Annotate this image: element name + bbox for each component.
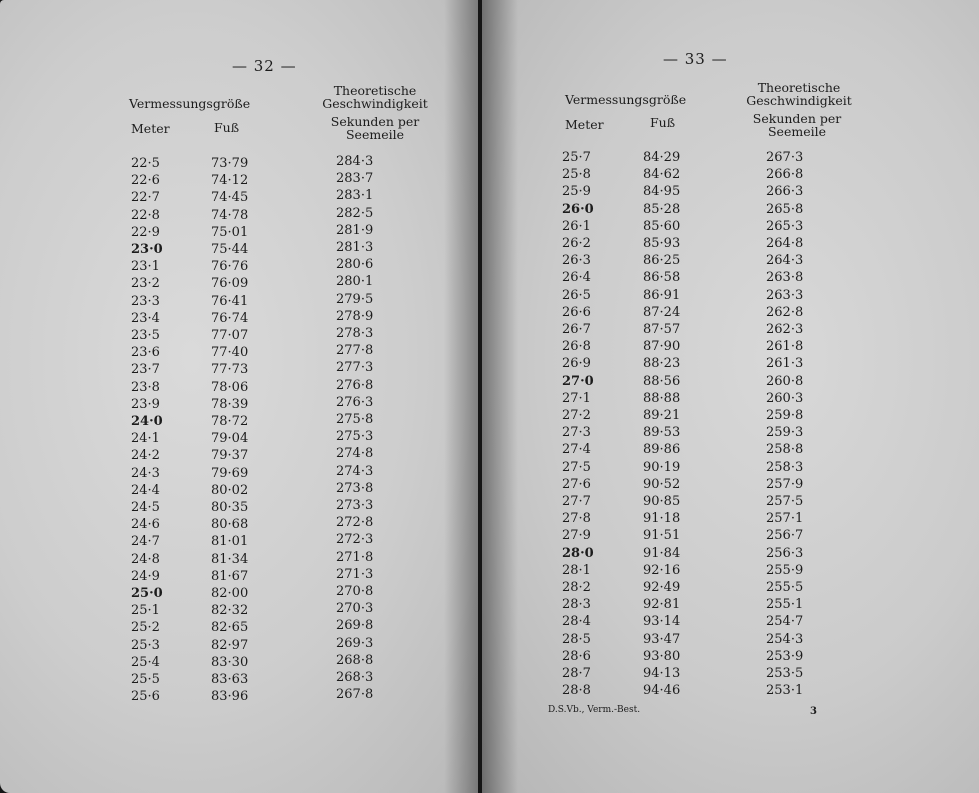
cell-meter: 25·2: [131, 620, 160, 636]
cell-meter: 23·6: [131, 345, 160, 361]
header-theoretical-speed: [310, 84, 440, 110]
cell-meter: 28·2: [562, 580, 591, 596]
header-text: Seemeile: [767, 124, 826, 139]
cell-seconds: 284·3: [336, 154, 374, 169]
footer-signature: 3: [810, 706, 817, 717]
cell-foot: 89·53: [643, 425, 681, 441]
cell-meter: 27·0: [562, 373, 594, 389]
cell-seconds: 268·3: [336, 670, 374, 686]
cell-seconds: 271·8: [336, 549, 374, 565]
cell-foot: 93·47: [643, 631, 681, 647]
cell-meter: 26·8: [562, 339, 591, 355]
cell-meter: 26·4: [562, 270, 591, 286]
cell-meter: 24·2: [131, 448, 160, 464]
cell-foot: 80·68: [211, 517, 249, 533]
cell-seconds: 264·3: [766, 253, 804, 269]
cell-foot: 94·13: [643, 666, 681, 682]
footer-source: D.S.Vb., Verm.-Best.: [548, 705, 641, 715]
cell-seconds: 265·8: [766, 201, 804, 217]
cell-seconds: 277·8: [336, 343, 374, 359]
cell-foot: 77·07: [211, 328, 249, 344]
cell-seconds: 267·3: [766, 150, 804, 165]
cell-foot: 90·19: [643, 459, 681, 475]
cell-meter: 27·5: [562, 459, 591, 475]
cell-seconds: 255·1: [766, 597, 804, 613]
cell-foot: 74·78: [211, 207, 249, 223]
cell-foot: 91·18: [643, 511, 681, 527]
column-foot: [211, 155, 248, 706]
cell-seconds: 266·8: [766, 167, 804, 183]
cell-foot: 79·69: [211, 465, 249, 481]
cell-seconds: 254·3: [766, 631, 804, 647]
cell-meter: 27·6: [562, 476, 591, 492]
cell-foot: 82·97: [211, 637, 249, 653]
cell-seconds: 280·6: [336, 257, 374, 273]
cell-foot: 81·01: [211, 534, 249, 550]
header-col-seconds: [300, 115, 450, 141]
cell-meter: 23·4: [131, 310, 160, 326]
cell-foot: 88·56: [643, 373, 681, 389]
cell-seconds: 255·5: [766, 580, 804, 596]
cell-seconds: 264·8: [766, 236, 804, 252]
cell-meter: 25·9: [562, 184, 591, 200]
gutter-shadow: [482, 0, 518, 793]
cell-foot: 87·90: [643, 339, 681, 355]
cell-foot: 87·24: [643, 304, 681, 320]
cell-meter: 24·3: [131, 465, 160, 481]
cell-foot: 83·96: [211, 689, 249, 705]
cell-foot: 84·29: [643, 150, 681, 165]
cell-foot: 75·44: [211, 242, 249, 258]
cell-foot: 92·49: [643, 580, 681, 596]
cell-seconds: 259·3: [766, 425, 804, 441]
cell-foot: 76·74: [211, 310, 249, 326]
cell-seconds: 254·7: [766, 614, 804, 630]
cell-foot: 91·51: [643, 528, 681, 544]
right-page: [482, 0, 979, 793]
cell-foot: 84·95: [643, 184, 681, 200]
cell-meter: 28·4: [562, 614, 591, 630]
cell-meter: 23·5: [131, 328, 160, 344]
cell-meter: 26·1: [562, 218, 591, 234]
cell-foot: 90·52: [643, 476, 681, 492]
cell-seconds: 272·8: [336, 515, 374, 531]
cell-seconds: 279·5: [336, 291, 374, 307]
cell-seconds: 262·8: [766, 304, 804, 320]
cell-seconds: 280·1: [336, 274, 374, 290]
cell-meter: 27·2: [562, 408, 591, 424]
cell-meter: 25·7: [562, 150, 591, 165]
header-theoretical-speed: [729, 81, 869, 107]
cell-foot: 83·63: [211, 672, 249, 688]
cell-foot: 85·93: [643, 236, 681, 252]
cell-meter: 25·3: [131, 637, 160, 653]
cell-foot: 77·40: [211, 345, 249, 361]
cell-foot: 89·21: [643, 408, 681, 424]
cell-seconds: 262·3: [766, 322, 804, 338]
cell-seconds: 273·8: [336, 480, 374, 496]
column-meter: [131, 155, 163, 706]
cell-seconds: 253·9: [766, 648, 804, 664]
cell-meter: 24·6: [131, 517, 160, 533]
cell-foot: 75·01: [211, 224, 249, 240]
cell-seconds: 257·5: [766, 494, 804, 510]
cell-foot: 85·28: [643, 201, 681, 217]
cell-seconds: 277·3: [336, 360, 374, 376]
cell-seconds: 259·8: [766, 408, 804, 424]
cell-seconds: 271·3: [336, 566, 374, 582]
cell-meter: 28·7: [562, 666, 591, 682]
cell-meter: 26·3: [562, 253, 591, 269]
cell-meter: 23·3: [131, 293, 160, 309]
cell-meter: 26·7: [562, 322, 591, 338]
cell-seconds: 282·5: [336, 205, 374, 221]
cell-foot: 82·65: [211, 620, 249, 636]
cell-seconds: 270·3: [336, 601, 374, 617]
cell-seconds: 266·3: [766, 184, 804, 200]
cell-meter: 24·7: [131, 534, 160, 550]
cell-foot: 74·45: [211, 190, 249, 206]
cell-seconds: 276·3: [336, 394, 374, 410]
page-number: — 33 —: [663, 50, 728, 68]
cell-foot: 79·04: [211, 431, 249, 447]
cell-seconds: 273·3: [336, 498, 374, 514]
cell-seconds: 263·8: [766, 270, 804, 286]
cell-foot: 81·67: [211, 568, 249, 584]
cell-meter: 22·8: [131, 207, 160, 223]
cell-foot: 82·00: [211, 586, 249, 602]
cell-meter: 26·9: [562, 356, 591, 372]
cell-meter: 24·5: [131, 500, 160, 516]
cell-meter: 23·7: [131, 362, 160, 378]
cell-meter: 24·8: [131, 551, 160, 567]
cell-foot: 80·35: [211, 500, 249, 516]
cell-foot: 85·60: [643, 218, 681, 234]
cell-seconds: 257·9: [766, 476, 804, 492]
cell-meter: 24·4: [131, 482, 160, 498]
cell-seconds: 260·3: [766, 390, 804, 406]
cell-seconds: 253·1: [766, 683, 804, 699]
cell-foot: 73·79: [211, 156, 249, 171]
cell-meter: 25·1: [131, 603, 160, 619]
header-text: Sekunden per: [752, 111, 842, 126]
page-number: — 32 —: [232, 57, 297, 75]
cell-foot: 81·34: [211, 551, 249, 567]
cell-seconds: 253·5: [766, 666, 804, 682]
cell-meter: 23·8: [131, 379, 160, 395]
cell-foot: 78·06: [211, 379, 249, 395]
header-text: Geschwindigkeit: [746, 93, 852, 108]
cell-meter: 23·2: [131, 276, 160, 292]
cell-meter: 24·0: [131, 414, 163, 430]
cell-meter: 28·8: [562, 683, 591, 699]
cell-meter: 26·0: [562, 201, 594, 217]
cell-seconds: 278·3: [336, 326, 374, 342]
header-col-foot: Fuß: [650, 115, 676, 130]
cell-foot: 93·14: [643, 614, 681, 630]
cell-foot: 76·41: [211, 293, 249, 309]
cell-seconds: 275·8: [336, 412, 374, 428]
cell-seconds: 267·8: [336, 687, 374, 703]
cell-seconds: 274·3: [336, 463, 374, 479]
header-text: Theoretische: [757, 80, 841, 95]
column-meter: [562, 149, 594, 700]
cell-foot: 86·25: [643, 253, 681, 269]
cell-meter: 23·9: [131, 396, 160, 412]
cell-foot: 74·12: [211, 173, 249, 189]
cell-seconds: 255·9: [766, 562, 804, 578]
cell-seconds: 270·8: [336, 584, 374, 600]
header-col-meter: Meter: [131, 121, 170, 136]
cell-meter: 28·3: [562, 597, 591, 613]
cell-meter: 27·7: [562, 494, 591, 510]
cell-meter: 28·6: [562, 648, 591, 664]
cell-meter: 25·4: [131, 654, 160, 670]
column-seconds: [766, 149, 803, 700]
cell-seconds: 261·8: [766, 339, 804, 355]
cell-foot: 91·84: [643, 545, 681, 561]
cell-seconds: 281·9: [336, 222, 374, 238]
header-text: Theoretische: [333, 83, 417, 98]
cell-seconds: 283·1: [336, 188, 374, 204]
cell-seconds: 275·3: [336, 429, 374, 445]
cell-foot: 92·16: [643, 562, 681, 578]
cell-meter: 26·6: [562, 304, 591, 320]
cell-foot: 92·81: [643, 597, 681, 613]
cell-seconds: 274·8: [336, 446, 374, 462]
cell-meter: 22·6: [131, 173, 160, 189]
cell-foot: 88·88: [643, 390, 681, 406]
cell-meter: 23·1: [131, 259, 160, 275]
cell-foot: 83·30: [211, 654, 249, 670]
cell-foot: 76·09: [211, 276, 249, 292]
cell-foot: 80·02: [211, 482, 249, 498]
header-text: Seemeile: [345, 127, 404, 142]
cell-seconds: 278·9: [336, 308, 374, 324]
cell-meter: 22·9: [131, 224, 160, 240]
cell-seconds: 265·3: [766, 218, 804, 234]
cell-foot: 76·76: [211, 259, 249, 275]
cell-foot: 93·80: [643, 648, 681, 664]
cell-seconds: 269·8: [336, 618, 374, 634]
cell-seconds: 276·8: [336, 377, 374, 393]
cell-meter: 22·7: [131, 190, 160, 206]
cell-meter: 22·5: [131, 156, 160, 171]
cell-seconds: 261·3: [766, 356, 804, 372]
cell-meter: 24·9: [131, 568, 160, 584]
cell-foot: 87·57: [643, 322, 681, 338]
cell-seconds: 272·3: [336, 532, 374, 548]
column-foot: [643, 149, 680, 700]
cell-seconds: 258·3: [766, 459, 804, 475]
cell-foot: 84·62: [643, 167, 681, 183]
cell-foot: 78·39: [211, 396, 249, 412]
cell-meter: 27·9: [562, 528, 591, 544]
cell-foot: 88·23: [643, 356, 681, 372]
cell-seconds: 269·3: [336, 635, 374, 651]
header-survey-size: Vermessungsgröße: [565, 92, 687, 107]
header-survey-size: Vermessungsgröße: [129, 96, 251, 111]
cell-seconds: 283·7: [336, 171, 374, 187]
cell-foot: 77·73: [211, 362, 249, 378]
cell-meter: 27·4: [562, 442, 591, 458]
cell-seconds: 260·8: [766, 373, 804, 389]
cell-foot: 86·58: [643, 270, 681, 286]
cell-meter: 27·3: [562, 425, 591, 441]
header-col-foot: Fuß: [214, 120, 240, 135]
cell-meter: 27·8: [562, 511, 591, 527]
cell-meter: 25·0: [131, 586, 163, 602]
cell-seconds: 263·3: [766, 287, 804, 303]
left-page: [0, 0, 478, 793]
cell-seconds: 258·8: [766, 442, 804, 458]
cell-foot: 78·72: [211, 414, 249, 430]
cell-foot: 90·85: [643, 494, 681, 510]
cell-meter: 25·6: [131, 689, 160, 705]
cell-meter: 25·5: [131, 672, 160, 688]
cell-meter: 23·0: [131, 242, 163, 258]
cell-seconds: 268·8: [336, 652, 374, 668]
cell-meter: 28·0: [562, 545, 594, 561]
cell-meter: 28·1: [562, 562, 591, 578]
cell-meter: 28·5: [562, 631, 591, 647]
cell-foot: 89·86: [643, 442, 681, 458]
header-col-meter: Meter: [565, 117, 604, 132]
cell-seconds: 256·3: [766, 545, 804, 561]
cell-foot: 82·32: [211, 603, 249, 619]
cell-seconds: 281·3: [336, 240, 374, 256]
header-col-seconds: [722, 112, 872, 138]
cell-seconds: 256·7: [766, 528, 804, 544]
cell-meter: 25·8: [562, 167, 591, 183]
cell-meter: 24·1: [131, 431, 160, 447]
header-text: Sekunden per: [330, 114, 420, 129]
cell-seconds: 257·1: [766, 511, 804, 527]
cell-foot: 86·91: [643, 287, 681, 303]
header-text: Geschwindigkeit: [322, 96, 428, 111]
cell-meter: 26·5: [562, 287, 591, 303]
cell-meter: 26·2: [562, 236, 591, 252]
column-seconds: [336, 153, 373, 704]
cell-meter: 27·1: [562, 390, 591, 406]
cell-foot: 79·37: [211, 448, 249, 464]
cell-foot: 94·46: [643, 683, 681, 699]
